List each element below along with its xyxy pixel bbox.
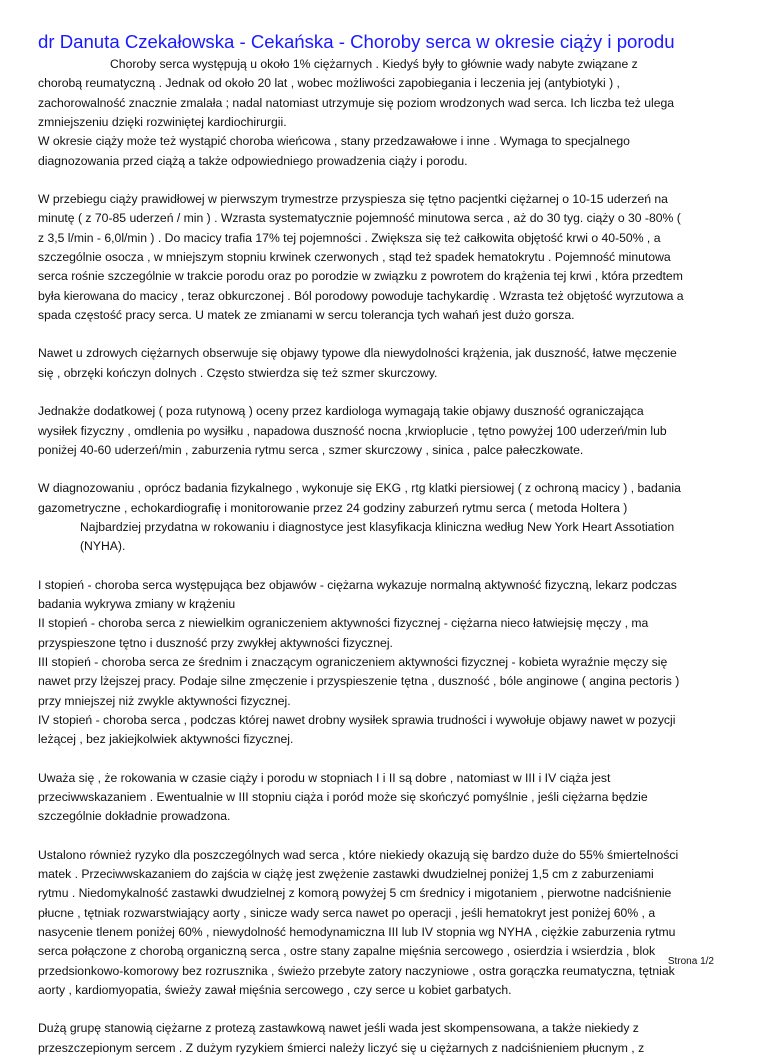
text-line: przeszczepionym sercem . Z dużym ryzykiem śmierci należy liczyć się u ciężarnych z nadciśnieniem płucnym , z xyxy=(38,1040,645,1055)
text-line: się , obrzęki kończyn dolnych . Często stwierdza się też szmer skurczowy. xyxy=(38,365,438,380)
text-line: szczególnie osocza , w mniejszym stopniu krwinek czerwonych , stąd też spadek hematokrytu . Pojemność minutowa xyxy=(38,250,671,265)
text-line: Najbardziej przydatna w rokowaniu i diagnostyce jest klasyfikacja kliniczna według New York Heart Assotiation xyxy=(80,519,675,534)
text-line: zmniejszeniu dzięki rozwiniętej kardiochirurgii. xyxy=(38,115,287,130)
text-line: Jednakże dodatkowej ( poza rutynową ) oceny przez kardiologa wymagają takie objawy duszność ograniczająca xyxy=(38,404,644,419)
text-line: przedsionkowo-komorowy bez rozrusznika , świeżo przebyte zatory naczyniowe , ostra gorączka reumatyczna, tętniak xyxy=(38,963,675,978)
article-body xyxy=(38,55,732,1058)
text-line: badania wykrywa zmiany w krążeniu xyxy=(38,596,236,611)
text-line: I stopień - choroba serca występująca bez objawów - ciężarna wykazuje normalną aktywność fizyczną, lekarz podczas xyxy=(38,577,677,592)
text-line: Choroby serca występują u około 1% ciężarnych . Kiedyś były to głównie wady nabyte związane z xyxy=(110,57,638,71)
text-line: wysiłek fizyczny , omdlenia po wysiłku , napadowa duszność nocna ,krwioplucie , tętno powyżej 100 uderzeń/min lub xyxy=(38,423,667,438)
text-line: spada częstość pracy serca. U matek ze zmianami w sercu tolerancja tych wahań jest dużo gorsza. xyxy=(38,308,575,323)
text-line: Uważa się , że rokowania w czasie ciąży i porodu w stopniach I i II są dobre , natomiast w III i IV ciąża jest xyxy=(38,770,611,785)
text-line: była kierowana do macicy , teraz obkurczonej . Ból porodowy powoduje tachykardię . Wzrasta też objętość wyrzutowa a xyxy=(38,288,684,303)
text-line: zachorowalność znacznie zmalała ; nadal natomiast utrzymuje się poziom wrodzonych wad serca. Ich liczba też ulega xyxy=(38,95,675,110)
text-line: W przebiegu ciąży prawidłowej w pierwszym trymestrze przyspiesza się tętno pacjentki ciężarnej o 10-15 uderzeń na xyxy=(38,192,668,207)
text-line: płucne , tętniak rozwarstwiający aorty , sinicze wady serca nawet po operacji , jeśli hematokryt jest poniżej 60% , a xyxy=(38,905,656,920)
text-line: leżącej , bez jakiejkolwiek aktywności fizycznej. xyxy=(38,732,294,747)
page-title: dr Danuta Czekałowska - Cekańska - Choroby serca w okresie ciąży i porodu xyxy=(38,31,675,52)
text-line: III stopień - choroba serca ze średnim i znaczącym ograniczeniem aktywności fizycznej - kobieta wyraźnie męczy się xyxy=(38,654,668,669)
text-line: przyspieszone tętno i duszność przy zwykłej aktywności fizycznej. xyxy=(38,635,393,650)
text-line: serca rośnie szczególnie w trakcie porodu oraz po porodzie w związku z powrotem do krążenia tej krwi , która przedtem xyxy=(38,269,683,284)
text-line: W diagnozowaniu , oprócz badania fizykalnego , wykonuje się EKG , rtg klatki piersiowej ( z ochroną macicy ) , badania xyxy=(38,481,681,496)
text-line: rytmu . Niedomykalność zastawki dwudzielnej z komorą powyżej 5 cm średnicy i migotaniem , pierwotne nadciśnienie xyxy=(38,886,672,901)
text-line: przy mniejszej niż zwykle aktywności fizycznej. xyxy=(38,693,291,708)
text-line: nawet przy lżejszej pracy. Podaje silne zmęczenie i przyspieszenie tętna , duszność , bóle anginowe ( angina pectoris ) xyxy=(38,674,680,689)
text-line: poniżej 40-60 uderzeń/min , zaburzenia rytmu serca , szmer skurczowy , sinica , palce pałeczkowate. xyxy=(38,442,584,457)
page-number: Strona 1/2 xyxy=(667,956,714,967)
text-line: Dużą grupę stanowią ciężarne z protezą zastawkową nawet jeśli wada jest skompensowana, a także niekiedy z xyxy=(38,1021,639,1036)
text-line: chorobą reumatyczną . Jednak od około 20 lat , wobec możliwości zapobiegania i leczenia jej (antybiotyki ) , xyxy=(38,76,620,91)
text-line: nasycenie tlenem poniżej 60% , niewydolność hemodynamiczna III lub IV stopnia wg NYHA , ciężkie zaburzenia rytmu xyxy=(38,925,676,940)
paragraph-gap xyxy=(38,383,732,402)
paragraph-gap xyxy=(38,171,732,190)
text-line: przeciwwskazaniem . Ewentualnie w III stopniu ciąża i poród może się skończyć pomyślnie , jeśli ciężarna będzie xyxy=(38,790,648,804)
text-line: szczególnie dokładnie prowadzona. xyxy=(38,809,231,824)
text-line: IV stopień - choroba serca , podczas której nawet drobny wysiłek sprawia trudności i wywołuje objawy nawet w pozycji xyxy=(38,712,676,727)
text-line: W okresie ciąży może też wystąpić choroba wieńcowa , stany przedzawałowe i inne . Wymaga to specjalnego xyxy=(38,134,630,149)
text-line: minutę ( z 70-85 uderzeń / min ) . Wzrasta systematycznie pojemność minutowa serca , aż do 30 tyg. ciąży o 30 -80% ( xyxy=(38,211,681,226)
paragraph-gap xyxy=(38,1000,732,1019)
paragraph-gap xyxy=(38,557,732,576)
text-line: aorty , kardiomyopatia, świeży zawał mięśnia sercowego , czy serce u kobiet garbatych. xyxy=(38,983,512,998)
text-line: serca połączone z chorobą organiczną serca , ostre stany zapalne mięśnia sercowego , osierdzia i wsierdzia , blok xyxy=(38,944,656,959)
text-line: matek . Przeciwwskazaniem do zajścia w ciążę jest zwężenie zastawki dwudzielnej poniżej 1,5 cm z zaburzeniami xyxy=(38,867,654,882)
paragraph-gap xyxy=(38,460,732,479)
text-line: gazometryczne , echokardiografię i monitorowanie przez 24 godziny zaburzeń rytmu serca ( metoda Holtera ) xyxy=(38,500,628,515)
text-line: (NYHA). xyxy=(80,539,126,554)
text-line: II stopień - choroba serca z niewielkim ograniczeniem aktywności fizycznej - ciężarna nieco łatwiejsię męczy , ma xyxy=(38,616,649,631)
text-line: Ustalono również ryzyko dla poszczególnych wad serca , które niekiedy okazują się bardzo duże do 55% śmiertelności xyxy=(38,847,679,862)
paragraph-gap xyxy=(38,827,732,846)
paragraph-gap xyxy=(38,325,732,344)
text-line: Nawet u zdrowych ciężarnych obserwuje się objawy typowe dla niewydolności krążenia, jak duszność, łatwe męczenie xyxy=(38,346,677,361)
text-line: diagnozowania przed ciążą a także odpowiedniego prowadzenia ciąży i porodu. xyxy=(38,153,468,168)
text-line: z 3,5 l/min - 6,0l/min ) . Do macicy trafia 17% tej pojemności . Zwiększa się też całkowita objętość krwi o 40-50% , a xyxy=(38,230,661,245)
paragraph-gap xyxy=(38,750,732,769)
